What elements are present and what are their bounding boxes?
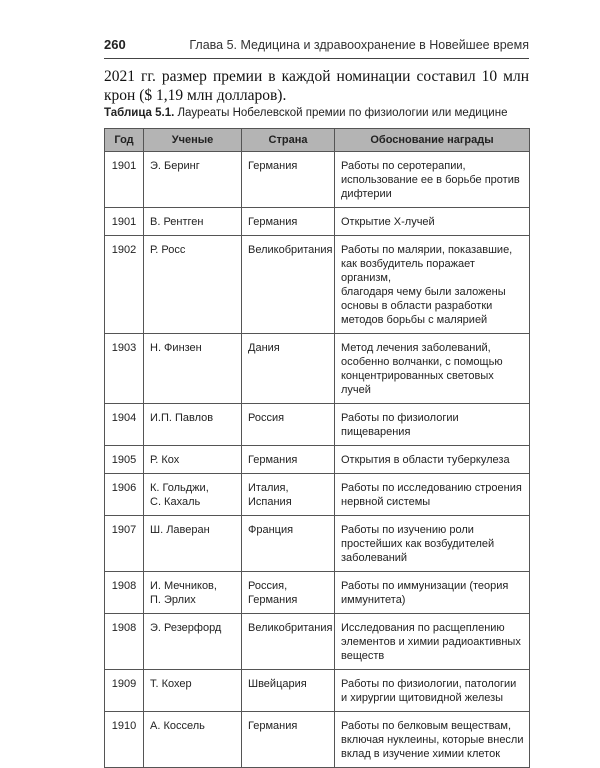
table-row	[105, 572, 530, 614]
reason-line: элементов и химии радиоактивных	[341, 636, 521, 648]
country-cell	[242, 208, 335, 236]
reason-line: Работы по малярии, показавшие,	[341, 244, 513, 256]
page-header	[104, 36, 529, 59]
body-paragraph: 2021 гг. размер премии в каждой номинации составил 10 млн крон ($ 1,19 млн долларов).	[104, 68, 529, 104]
reason-line: нервной системы	[341, 496, 431, 508]
header-reason: Обоснование награды	[335, 129, 530, 152]
country-cell	[242, 516, 335, 572]
scientists-cell	[144, 516, 242, 572]
scientists-cell	[144, 614, 242, 670]
country-cell	[242, 236, 335, 334]
laureates-table	[104, 128, 530, 768]
country-name: Германия	[248, 160, 298, 172]
year-cell: 1909	[105, 670, 144, 712]
table-row	[105, 712, 530, 768]
reason-cell	[335, 236, 530, 334]
scientists-cell	[144, 404, 242, 446]
country-name: Великобритания	[248, 244, 333, 256]
reason-cell	[335, 152, 530, 208]
reason-line: концентрированных световых лучей	[341, 370, 494, 396]
year-cell: 1903	[105, 334, 144, 404]
year-cell: 1910	[105, 712, 144, 768]
country-name: Германия	[248, 720, 298, 732]
table-row	[105, 446, 530, 474]
running-title: Глава 5. Медицина и здравоохранение в Новейшее время	[189, 38, 529, 52]
reason-line: вклад в изучение химии клеток	[341, 748, 501, 760]
reason-line: Работы по белковым веществам,	[341, 720, 512, 732]
country-cell	[242, 670, 335, 712]
country-cell	[242, 404, 335, 446]
header-scientists: Ученые	[144, 129, 242, 152]
country-name: Италия,	[248, 482, 289, 494]
reason-line: методов борьбы с малярией	[341, 314, 488, 326]
scientist-name: И. Мечников,	[150, 580, 217, 592]
scientists-cell	[144, 474, 242, 516]
reason-cell	[335, 614, 530, 670]
table-body	[105, 152, 530, 768]
reason-line: Открытие Х-лучей	[341, 216, 435, 228]
scientists-cell	[144, 334, 242, 404]
country-name: Россия,	[248, 580, 288, 592]
year-cell: 1908	[105, 572, 144, 614]
page-number: 260	[104, 37, 126, 52]
reason-cell	[335, 670, 530, 712]
header-country: Страна	[242, 129, 335, 152]
scientist-name: Р. Кох	[150, 454, 180, 466]
table-row	[105, 152, 530, 208]
scientists-cell	[144, 446, 242, 474]
scientists-cell	[144, 712, 242, 768]
scientist-name: Э. Беринг	[150, 160, 200, 172]
year-cell: 1905	[105, 446, 144, 474]
reason-line: Работы по изучению роли	[341, 524, 474, 536]
country-name: Германия	[248, 454, 298, 466]
country-cell	[242, 572, 335, 614]
year-cell: 1901	[105, 152, 144, 208]
reason-cell	[335, 404, 530, 446]
scientists-cell	[144, 236, 242, 334]
reason-cell	[335, 516, 530, 572]
scientist-name: Э. Резерфорд	[150, 622, 222, 634]
country-name: Великобритания	[248, 622, 333, 634]
country-name: Германия	[248, 594, 298, 606]
scientists-cell	[144, 208, 242, 236]
reason-cell	[335, 334, 530, 404]
reason-cell	[335, 208, 530, 236]
reason-line: веществ	[341, 650, 385, 662]
table-row	[105, 516, 530, 572]
table-row	[105, 334, 530, 404]
reason-line: иммунитета)	[341, 594, 406, 606]
reason-line: особенно волчанки, с помощью	[341, 356, 503, 368]
country-cell	[242, 446, 335, 474]
year-cell: 1907	[105, 516, 144, 572]
reason-line: Работы по иммунизации (теория	[341, 580, 509, 592]
reason-line: основы в области разработки	[341, 300, 493, 312]
reason-line: Исследования по расщеплению	[341, 622, 505, 634]
reason-line: Работы по физиологии, патологии	[341, 678, 517, 690]
scientist-name: Р. Росс	[150, 244, 186, 256]
scientist-name: Т. Кохер	[150, 678, 192, 690]
year-cell: 1901	[105, 208, 144, 236]
table-caption-label: Таблица 5.1.	[104, 107, 175, 119]
scientist-name: К. Гольджи,	[150, 482, 209, 494]
country-cell	[242, 712, 335, 768]
scientists-cell	[144, 152, 242, 208]
reason-line: Работы по физиологии	[341, 412, 459, 424]
reason-cell	[335, 572, 530, 614]
reason-line: и хирургии щитовидной железы	[341, 692, 504, 704]
country-cell	[242, 474, 335, 516]
year-cell: 1906	[105, 474, 144, 516]
scientist-name: И.П. Павлов	[150, 412, 214, 424]
reason-line: Работы по серотерапии,	[341, 160, 466, 172]
table-row	[105, 474, 530, 516]
reason-line: заболеваний	[341, 552, 408, 564]
scientist-name: С. Кахаль	[150, 496, 201, 508]
reason-line: дифтерии	[341, 188, 392, 200]
table-row	[105, 236, 530, 334]
reason-line: пищеварения	[341, 426, 411, 438]
scientists-cell	[144, 572, 242, 614]
reason-line: Работы по исследованию строения	[341, 482, 522, 494]
reason-cell	[335, 446, 530, 474]
reason-cell	[335, 712, 530, 768]
table-caption-text: Лауреаты Нобелевской премии по физиологии или медицине	[174, 107, 508, 119]
scientist-name: Ш. Лаверан	[150, 524, 210, 536]
year-cell: 1904	[105, 404, 144, 446]
country-name: Дания	[248, 342, 280, 354]
reason-line: как возбудитель поражает организм,	[341, 258, 475, 284]
year-cell: 1902	[105, 236, 144, 334]
country-cell	[242, 152, 335, 208]
scientist-name: П. Эрлих	[150, 594, 196, 606]
year-cell: 1908	[105, 614, 144, 670]
reason-line: Открытия в области туберкулеза	[341, 454, 510, 466]
country-name: Испания	[248, 496, 292, 508]
scientist-name: Н. Финзен	[150, 342, 202, 354]
country-name: Россия	[248, 412, 285, 424]
scientist-name: А. Коссель	[150, 720, 205, 732]
country-cell	[242, 614, 335, 670]
reason-line: простейших как возбудителей	[341, 538, 495, 550]
scientist-name: В. Рентген	[150, 216, 204, 228]
country-name: Франция	[248, 524, 294, 536]
table-row	[105, 670, 530, 712]
reason-cell	[335, 474, 530, 516]
table-row	[105, 208, 530, 236]
table-caption	[104, 107, 529, 119]
header-year: Год	[105, 129, 144, 152]
country-name: Германия	[248, 216, 298, 228]
table-header-row	[105, 129, 530, 152]
reason-line: благодаря чему были заложены	[341, 286, 506, 298]
reason-line: включая нуклеины, которые внесли	[341, 734, 524, 746]
table-row	[105, 404, 530, 446]
scientists-cell	[144, 670, 242, 712]
reason-line: использование ее в борьбе против	[341, 174, 520, 186]
country-name: Швейцария	[248, 678, 307, 690]
reason-line: Метод лечения заболеваний,	[341, 342, 491, 354]
table-row	[105, 614, 530, 670]
country-cell	[242, 334, 335, 404]
